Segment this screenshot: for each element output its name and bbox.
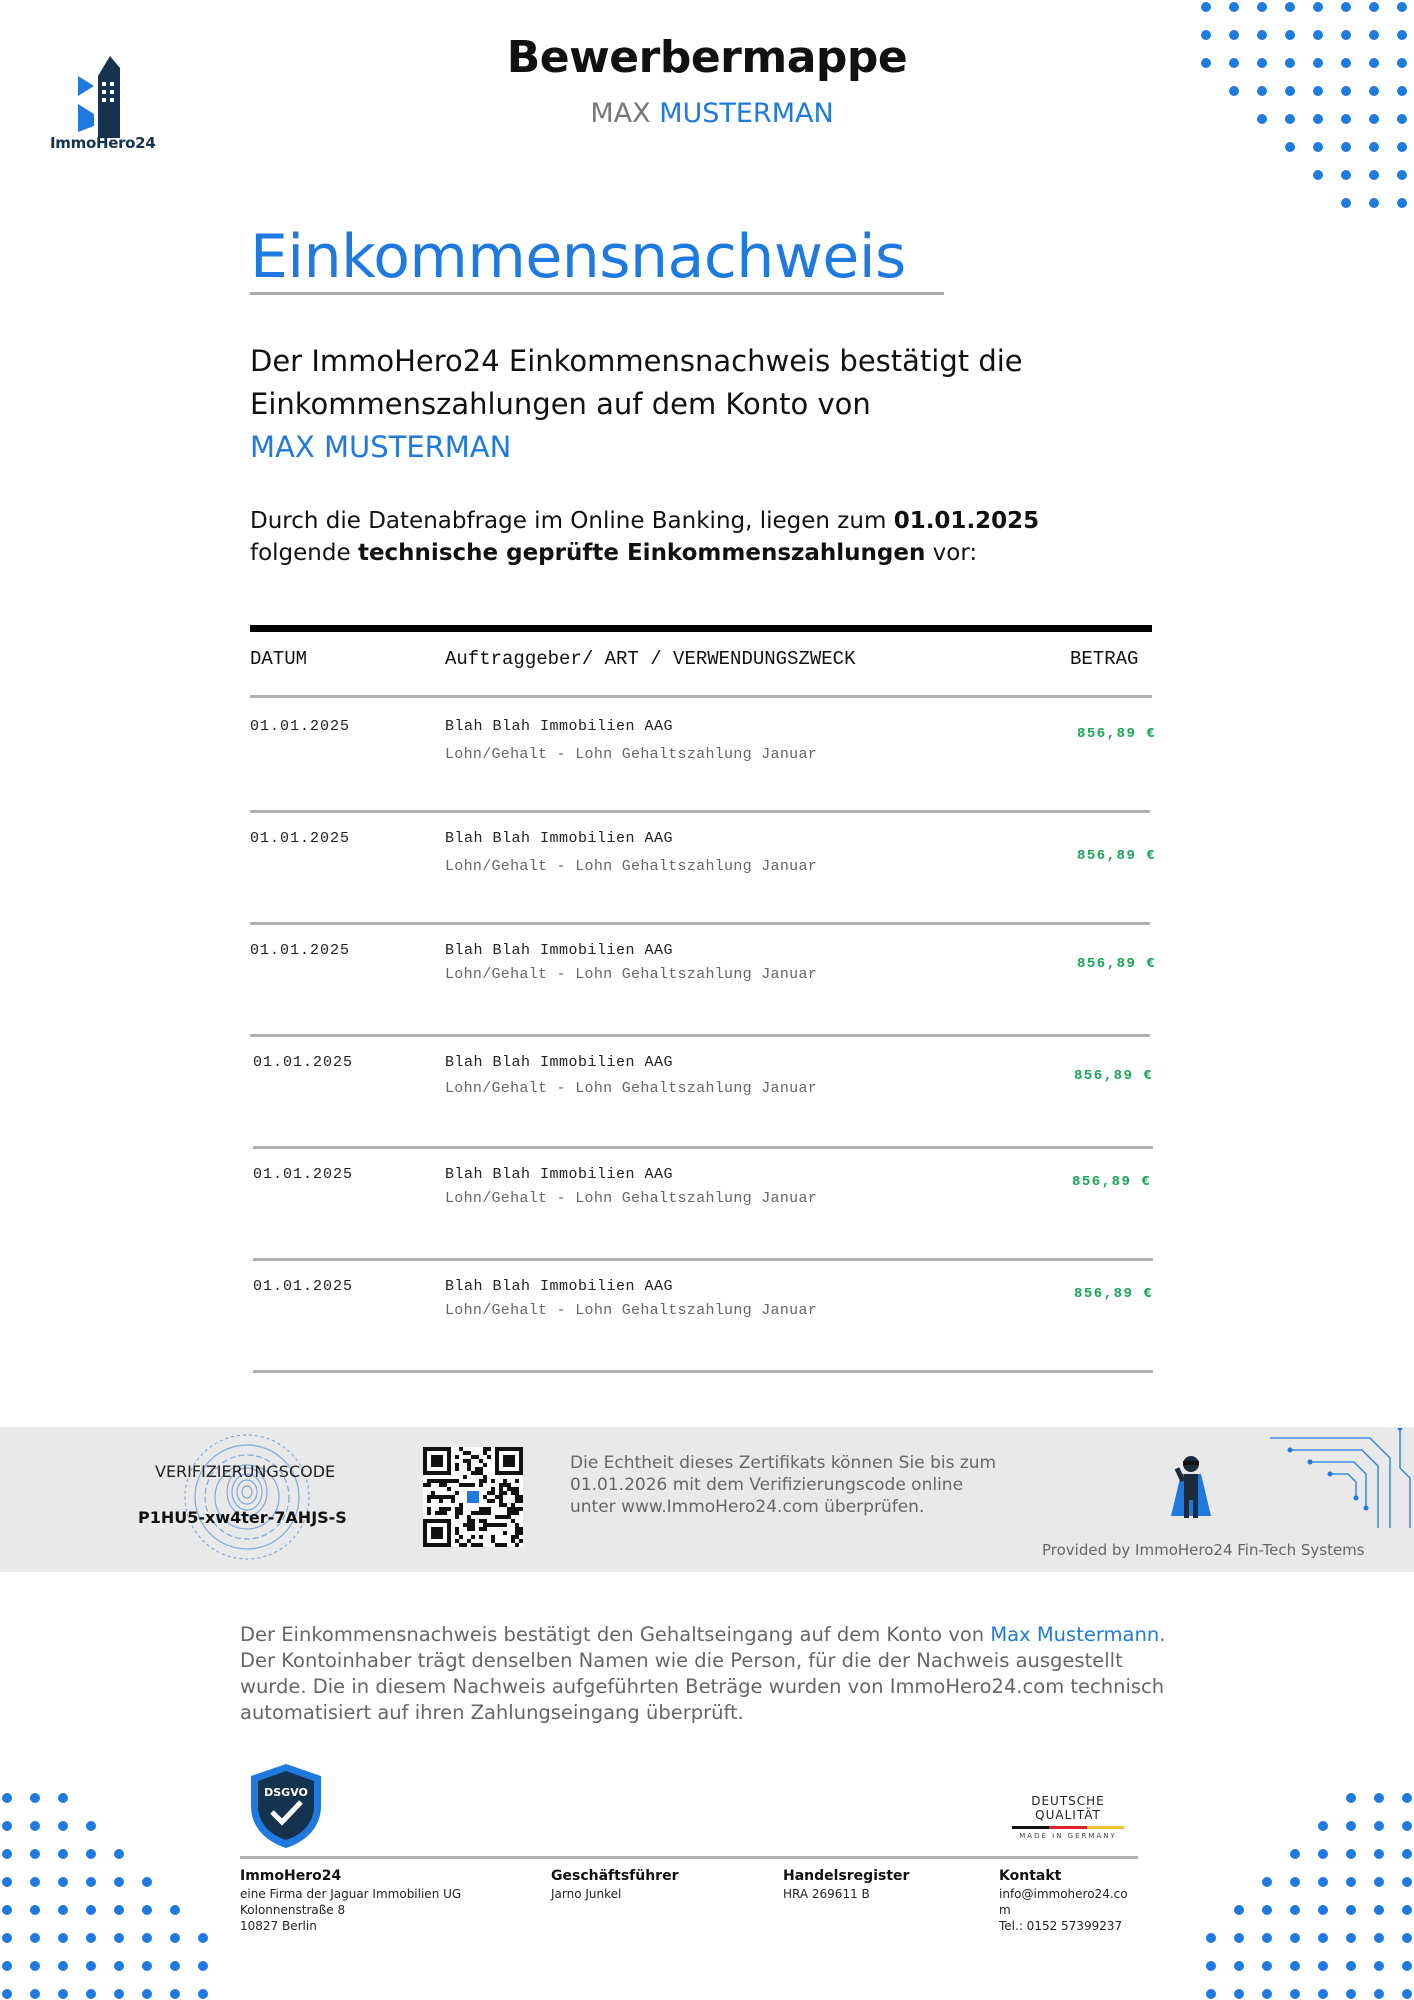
- decorative-dot: [1313, 170, 1323, 180]
- decorative-dot: [2, 1877, 12, 1887]
- decorative-dot: [1201, 2, 1211, 12]
- decorative-dot: [2, 1821, 12, 1831]
- decorative-dot: [1285, 2, 1295, 12]
- decorative-dot: [170, 1961, 180, 1971]
- decorative-dot: [58, 1877, 68, 1887]
- decorative-dot: [142, 1989, 152, 1999]
- row-purpose: Lohn/Gehalt - Lohn Gehaltszahlung Januar: [445, 966, 818, 983]
- footer-ceo-name: Jarno Junkel: [551, 1887, 622, 1901]
- decorative-dot: [1290, 1933, 1300, 1943]
- decorative-dot: [1346, 1849, 1356, 1859]
- decorative-dot: [1234, 1905, 1244, 1915]
- row-amount: 856,89 €: [1072, 1174, 1152, 1190]
- decorative-dot: [1402, 1905, 1412, 1915]
- decorative-dot: [1262, 1933, 1272, 1943]
- footer-company: [240, 1868, 470, 1934]
- column-header-payer: Auftraggeber/ ART / VERWENDUNGSZWECK: [445, 648, 856, 670]
- decorative-dot: [86, 1877, 96, 1887]
- intro-account-holder: MAX MUSTERMAN: [250, 430, 512, 464]
- intro-paragraph: [250, 340, 1070, 469]
- decorative-dot: [1257, 2, 1267, 12]
- row-purpose: Lohn/Gehalt - Lohn Gehaltszahlung Januar: [445, 1302, 818, 1319]
- decorative-dot: [1234, 1989, 1244, 1999]
- german-quality-badge: [998, 1794, 1138, 1840]
- footer-contact-phone: Tel.: 0152 57399237: [999, 1919, 1123, 1933]
- decorative-dot: [1318, 1905, 1328, 1915]
- lead-bold: technische geprüfte Einkommenszahlungen: [357, 540, 926, 566]
- decorative-dot: [2, 1961, 12, 1971]
- note-text-1: Der Einkommensnachweis bestätigt den Gehaltseingang auf dem Konto von: [240, 1623, 991, 1646]
- decorative-dot: [1313, 86, 1323, 96]
- row-amount: 856,89 €: [1077, 848, 1157, 864]
- dsgvo-shield-icon: [247, 1762, 325, 1850]
- decorative-dot: [1262, 1961, 1272, 1971]
- decorative-dot: [30, 1793, 40, 1803]
- footer-contact-heading: Kontakt: [999, 1868, 1062, 1884]
- decorative-dot: [114, 1961, 124, 1971]
- decorative-dot: [1402, 1989, 1412, 1999]
- row-amount: 856,89 €: [1077, 956, 1157, 972]
- decorative-dot: [198, 1989, 208, 1999]
- decorative-dot: [170, 1989, 180, 1999]
- decorative-dot: [1206, 1933, 1216, 1943]
- decorative-dot: [142, 1905, 152, 1915]
- footer-company-street: Kolonnenstraße 8: [240, 1903, 346, 1917]
- row-amount: 856,89 €: [1077, 726, 1157, 742]
- decorative-dot: [1397, 2, 1407, 12]
- german-flag-bar: [1012, 1826, 1124, 1829]
- decorative-dot: [1402, 1821, 1412, 1831]
- decorative-dot: [142, 1933, 152, 1943]
- decorative-dot: [198, 1933, 208, 1943]
- decorative-dot: [2, 1933, 12, 1943]
- quality-title: DEUTSCHE QUALITÄT: [1031, 1794, 1105, 1822]
- decorative-dot: [58, 1905, 68, 1915]
- decorative-dot: [86, 1849, 96, 1859]
- decorative-dot: [30, 1849, 40, 1859]
- decorative-dot: [1346, 1989, 1356, 1999]
- decorative-dot: [170, 1933, 180, 1943]
- footer-ceo: [551, 1868, 751, 1902]
- qr-code-icon[interactable]: [423, 1447, 523, 1547]
- footer-contact-email[interactable]: info@immohero24.co m: [999, 1887, 1128, 1917]
- decorative-dot: [1374, 1793, 1384, 1803]
- decorative-dot: [2, 1849, 12, 1859]
- decorative-dot: [2, 1905, 12, 1915]
- intro-text: Der ImmoHero24 Einkommensnachweis bestätigt die Einkommenszahlungen auf dem Konto von: [250, 344, 1023, 421]
- decorative-dot: [1402, 1933, 1412, 1943]
- decorative-dot: [1290, 1905, 1300, 1915]
- decorative-dot: [1318, 1849, 1328, 1859]
- row-payer: Blah Blah Immobilien AAG: [445, 942, 674, 959]
- decorative-dot: [142, 1877, 152, 1887]
- decorative-dot: [86, 1989, 96, 1999]
- lead-text-2: folgende: [250, 540, 358, 566]
- lead-paragraph: [250, 505, 1150, 569]
- decorative-dot: [1402, 1961, 1412, 1971]
- decorative-dot: [1206, 1989, 1216, 1999]
- decorative-dot: [1374, 1849, 1384, 1859]
- decorative-dot: [1262, 1877, 1272, 1887]
- decorative-dot: [1285, 86, 1295, 96]
- decorative-dot: [58, 1849, 68, 1859]
- decorative-dot: [1234, 1933, 1244, 1943]
- lead-text-1: Durch die Datenabfrage im Online Banking, liegen zum: [250, 508, 894, 534]
- decorative-dot: [1341, 2, 1351, 12]
- footer-register: [783, 1868, 963, 1902]
- decorative-dot: [1341, 198, 1351, 208]
- decorative-dot: [1374, 1961, 1384, 1971]
- applicant-first-name: MAX: [590, 98, 651, 129]
- row-divider: [253, 1258, 1153, 1261]
- decorative-dot: [1374, 1821, 1384, 1831]
- decorative-dot: [58, 1961, 68, 1971]
- decorative-dot: [1402, 1793, 1412, 1803]
- decorative-dot: [1290, 1877, 1300, 1887]
- row-date: 01.01.2025: [250, 718, 351, 735]
- decorative-dot: [58, 1793, 68, 1803]
- decorative-dot: [58, 1821, 68, 1831]
- decorative-dot: [114, 1933, 124, 1943]
- row-date: 01.01.2025: [253, 1278, 354, 1295]
- decorative-dot: [114, 1849, 124, 1859]
- row-purpose: Lohn/Gehalt - Lohn Gehaltszahlung Januar: [445, 1080, 818, 1097]
- decorative-dot: [1346, 1821, 1356, 1831]
- decorative-dot: [1318, 1989, 1328, 1999]
- column-header-amount: BETRAG: [1070, 648, 1139, 670]
- decorative-dot: [30, 1961, 40, 1971]
- row-date: 01.01.2025: [250, 942, 351, 959]
- decorative-dot: [142, 1961, 152, 1971]
- decorative-dot: [1229, 2, 1239, 12]
- table-top-border: [250, 625, 1152, 632]
- footer-company-heading: ImmoHero24: [240, 1868, 342, 1884]
- section-heading: Einkommensnachweis: [250, 222, 906, 292]
- row-date: 01.01.2025: [253, 1166, 354, 1183]
- decorative-dot: [1346, 1905, 1356, 1915]
- decorative-dot: [1402, 1877, 1412, 1887]
- decorative-dot: [86, 1821, 96, 1831]
- decorative-dot: [1318, 1877, 1328, 1887]
- decorative-dot: [86, 1905, 96, 1915]
- verification-label: VERIFIZIERUNGSCODE: [155, 1462, 336, 1481]
- decorative-dot: [58, 1933, 68, 1943]
- decorative-dot: [30, 1877, 40, 1887]
- decorative-dot: [1341, 170, 1351, 180]
- verification-text: Die Echtheit dieses Zertifikats können Sie bis zum 01.01.2026 mit dem Verifizierungscode online unter www.ImmoHero24.com überprüfen.: [570, 1453, 997, 1517]
- decorative-dot: [1318, 1821, 1328, 1831]
- decorative-dot: [1397, 86, 1407, 96]
- decorative-dot: [86, 1933, 96, 1943]
- row-divider: [253, 1370, 1153, 1373]
- decorative-dot: [30, 1989, 40, 1999]
- dsgvo-label: DSGVO: [264, 1786, 308, 1799]
- row-divider: [253, 1146, 1153, 1149]
- decorative-dot: [1346, 1793, 1356, 1803]
- decorative-dot: [114, 1877, 124, 1887]
- fingerprint-icon: [182, 1432, 312, 1562]
- decorative-dot: [1290, 1961, 1300, 1971]
- decorative-dot: [1313, 2, 1323, 12]
- decorative-dot: [1369, 198, 1379, 208]
- quality-subtitle: MADE IN GERMANY: [1019, 1832, 1117, 1840]
- circuit-decoration-icon: [1270, 1428, 1414, 1528]
- superhero-mascot-icon: [1167, 1452, 1215, 1522]
- decorative-dot: [1346, 1961, 1356, 1971]
- decorative-dot: [1290, 1989, 1300, 1999]
- footer-divider: [240, 1856, 1138, 1859]
- decorative-dot: [1341, 86, 1351, 96]
- logo-text: ImmoHero24: [50, 134, 156, 152]
- lead-date: 01.01.2025: [893, 508, 1040, 534]
- applicant-name: [0, 98, 1414, 129]
- decorative-dot: [1397, 198, 1407, 208]
- decorative-dot: [1229, 86, 1239, 96]
- footer-ceo-heading: Geschäftsführer: [551, 1868, 679, 1884]
- decorative-dot: [1318, 1933, 1328, 1943]
- decorative-dot: [1397, 142, 1407, 152]
- decorative-dot: [1313, 142, 1323, 152]
- decorative-dot: [1374, 1905, 1384, 1915]
- decorative-dot: [1262, 1989, 1272, 1999]
- decorative-dot: [114, 1989, 124, 1999]
- header-divider: [250, 695, 1152, 698]
- row-divider: [250, 922, 1150, 925]
- footer-company-line: eine Firma der Jaguar Immobilien UG: [240, 1887, 462, 1901]
- decorative-dot: [1397, 170, 1407, 180]
- row-payer: Blah Blah Immobilien AAG: [445, 1054, 674, 1071]
- decorative-dot: [1262, 1905, 1272, 1915]
- decorative-dot: [1206, 1961, 1216, 1971]
- decorative-dot: [1374, 1877, 1384, 1887]
- row-payer: Blah Blah Immobilien AAG: [445, 718, 674, 735]
- decorative-dot: [1402, 1849, 1412, 1859]
- decorative-dot: [30, 1821, 40, 1831]
- footer-register-heading: Handelsregister: [783, 1868, 910, 1884]
- provided-by-text: Provided by ImmoHero24 Fin-Tech Systems: [1042, 1541, 1365, 1559]
- row-purpose: Lohn/Gehalt - Lohn Gehaltszahlung Januar: [445, 746, 818, 763]
- decorative-dot: [2, 1989, 12, 1999]
- row-purpose: Lohn/Gehalt - Lohn Gehaltszahlung Januar: [445, 1190, 818, 1207]
- decorative-dot: [198, 1961, 208, 1971]
- decorative-dot: [170, 1905, 180, 1915]
- decorative-dot: [86, 1961, 96, 1971]
- column-header-date: DATUM: [250, 648, 308, 670]
- decorative-dot: [1374, 1989, 1384, 1999]
- verification-code: P1HU5-xw4ter-7AHJS-S: [138, 1508, 347, 1527]
- row-divider: [250, 810, 1150, 813]
- decorative-dot: [30, 1933, 40, 1943]
- decorative-dot: [1257, 86, 1267, 96]
- row-payer: Blah Blah Immobilien AAG: [445, 1166, 674, 1183]
- footer-contact: [999, 1868, 1129, 1934]
- heading-underline: [250, 292, 944, 295]
- note-text-2: . Der Kontoinhaber trägt denselben Namen wie die Person, für die der Nachweis ausgestellt wurde. Die in diesem Nachweis aufgeführten Beträge wurden von ImmoHero24.com technisch automatisiert auf ihren Zahlungseingang überprüft.: [240, 1623, 1166, 1724]
- decorative-dot: [1234, 1961, 1244, 1971]
- decorative-dot: [1341, 142, 1351, 152]
- lead-text-3: vor:: [925, 540, 978, 566]
- row-divider: [250, 1034, 1150, 1037]
- document-title: Bewerbermappe: [506, 32, 908, 83]
- decorative-dot: [1346, 1933, 1356, 1943]
- decorative-dot: [1318, 1961, 1328, 1971]
- decorative-dot: [30, 1905, 40, 1915]
- applicant-last-name: MUSTERMAN: [659, 98, 834, 129]
- decorative-dot: [114, 1905, 124, 1915]
- decorative-dot: [2, 1793, 12, 1803]
- row-date: 01.01.2025: [253, 1054, 354, 1071]
- decorative-dot: [1374, 1933, 1384, 1943]
- decorative-dot: [1369, 142, 1379, 152]
- decorative-dot: [1369, 86, 1379, 96]
- note-account-holder: Max Mustermann: [990, 1623, 1160, 1646]
- decorative-dot: [1290, 1849, 1300, 1859]
- decorative-dot: [1346, 1877, 1356, 1887]
- row-payer: Blah Blah Immobilien AAG: [445, 830, 674, 847]
- decorative-dot: [58, 1989, 68, 1999]
- footer-register-number: HRA 269611 B: [783, 1887, 870, 1901]
- decorative-dot: [1369, 170, 1379, 180]
- disclaimer-note: [240, 1622, 1180, 1726]
- row-amount: 856,89 €: [1074, 1068, 1154, 1084]
- row-payer: Blah Blah Immobilien AAG: [445, 1278, 674, 1295]
- row-date: 01.01.2025: [250, 830, 351, 847]
- decorative-dot: [1285, 142, 1295, 152]
- footer-company-city: 10827 Berlin: [240, 1919, 317, 1933]
- row-amount: 856,89 €: [1074, 1286, 1154, 1302]
- row-purpose: Lohn/Gehalt - Lohn Gehaltszahlung Januar: [445, 858, 818, 875]
- decorative-dot: [1369, 2, 1379, 12]
